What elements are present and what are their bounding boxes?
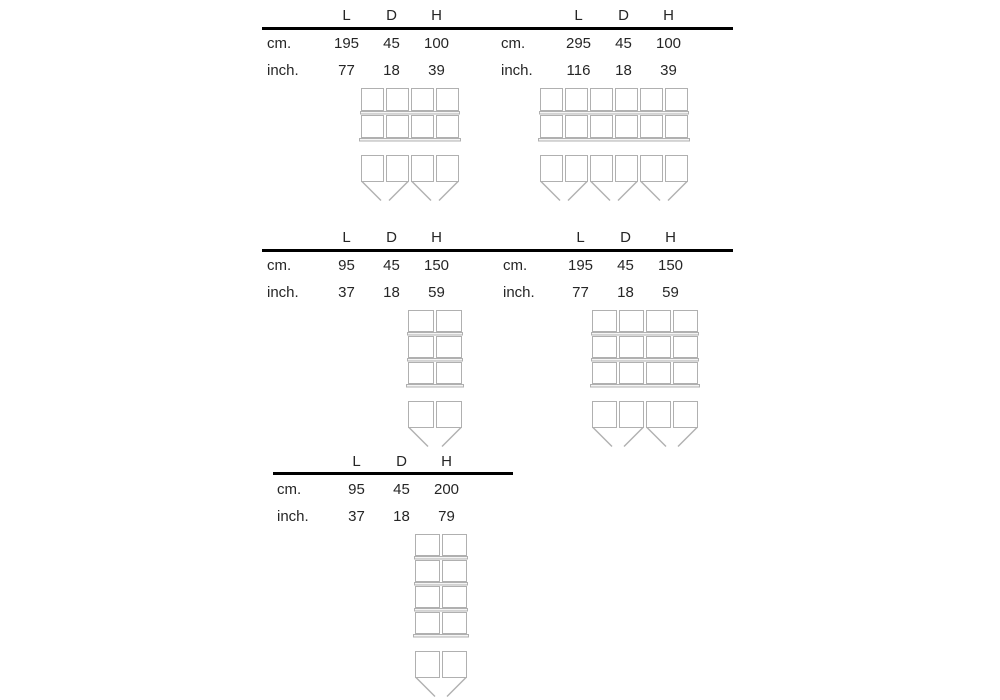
value-D-cm: 45 — [617, 257, 634, 274]
value-H-inch: 79 — [438, 508, 455, 525]
value-D-cm: 45 — [383, 257, 400, 274]
spec-table-95x45x150 — [265, 230, 505, 310]
row-label-cm: cm. — [267, 35, 292, 52]
header-spacer — [265, 230, 324, 246]
row-label-cm: cm. — [267, 257, 292, 274]
cabinet-drawing-195x45x100 — [358, 87, 464, 203]
value-H-inch: 39 — [660, 62, 677, 79]
row-label-inch: inch. — [267, 62, 299, 79]
value-L-inch: 116 — [566, 62, 591, 79]
value-D-cm: 45 — [393, 481, 410, 498]
value-H-cm: 150 — [657, 257, 684, 274]
value-D-inch: 18 — [617, 284, 634, 301]
cm-row — [265, 36, 459, 52]
inch-row — [499, 63, 691, 79]
inch-row — [265, 63, 459, 79]
spec-table-95x45x200 — [275, 454, 515, 534]
row-label-cm: cm. — [503, 257, 528, 274]
cm-row — [499, 36, 691, 52]
value-L-inch: 77 — [572, 284, 589, 301]
value-H-cm: 150 — [423, 257, 450, 274]
col-header-H: H — [663, 7, 674, 24]
header-row — [499, 8, 691, 24]
value-L-cm: 195 — [567, 257, 594, 274]
value-D-inch: 18 — [393, 508, 410, 525]
spec-table-195x45x150 — [501, 230, 741, 310]
row-label-cm: cm. — [277, 481, 302, 498]
col-header-H: H — [441, 453, 452, 470]
inch-row — [501, 285, 693, 301]
spec-table-195x45x100 — [265, 8, 505, 88]
value-L-cm: 95 — [338, 257, 355, 274]
col-header-D: D — [618, 7, 629, 24]
row-label-inch: inch. — [503, 284, 535, 301]
header-row — [275, 454, 469, 470]
col-header-D: D — [620, 229, 631, 246]
value-D-inch: 18 — [383, 62, 400, 79]
header-row — [265, 230, 459, 246]
col-header-D: D — [386, 7, 397, 24]
value-H-cm: 100 — [423, 35, 450, 52]
value-L-inch: 37 — [338, 284, 355, 301]
value-D-inch: 18 — [615, 62, 632, 79]
value-H-inch: 59 — [662, 284, 679, 301]
header-row — [501, 230, 693, 246]
cabinet-drawing-295x45x100 — [537, 87, 693, 203]
value-L-cm: 195 — [333, 35, 360, 52]
col-header-L: L — [342, 7, 351, 24]
col-header-L: L — [576, 229, 585, 246]
value-H-inch: 59 — [428, 284, 445, 301]
cabinet-drawing-95x45x150 — [405, 309, 467, 449]
value-H-cm: 200 — [433, 481, 460, 498]
row-label-inch: inch. — [501, 62, 533, 79]
header-spacer — [265, 8, 324, 24]
value-D-cm: 45 — [615, 35, 632, 52]
value-L-inch: 37 — [348, 508, 365, 525]
inch-row — [275, 509, 469, 525]
col-header-H: H — [431, 229, 442, 246]
cm-row — [275, 482, 469, 498]
header-spacer — [275, 454, 334, 470]
row-label-cm: cm. — [501, 35, 526, 52]
col-header-L: L — [574, 7, 583, 24]
cm-row — [501, 258, 693, 274]
value-H-cm: 100 — [655, 35, 682, 52]
header-spacer — [499, 8, 556, 24]
header-spacer — [501, 230, 558, 246]
spec-table-295x45x100 — [499, 8, 739, 88]
col-header-D: D — [396, 453, 407, 470]
col-header-L: L — [342, 229, 351, 246]
col-header-L: L — [352, 453, 361, 470]
cm-row — [265, 258, 459, 274]
cabinet-drawing-195x45x150 — [589, 309, 703, 449]
header-row — [265, 8, 459, 24]
value-D-cm: 45 — [383, 35, 400, 52]
cabinet-drawing-95x45x200 — [412, 533, 472, 699]
row-label-inch: inch. — [267, 284, 299, 301]
value-L-cm: 95 — [348, 481, 365, 498]
col-header-D: D — [386, 229, 397, 246]
value-L-cm: 295 — [565, 35, 592, 52]
value-L-inch: 77 — [338, 62, 355, 79]
inch-row — [265, 285, 459, 301]
value-H-inch: 39 — [428, 62, 445, 79]
value-D-inch: 18 — [383, 284, 400, 301]
col-header-H: H — [431, 7, 442, 24]
col-header-H: H — [665, 229, 676, 246]
row-label-inch: inch. — [277, 508, 309, 525]
